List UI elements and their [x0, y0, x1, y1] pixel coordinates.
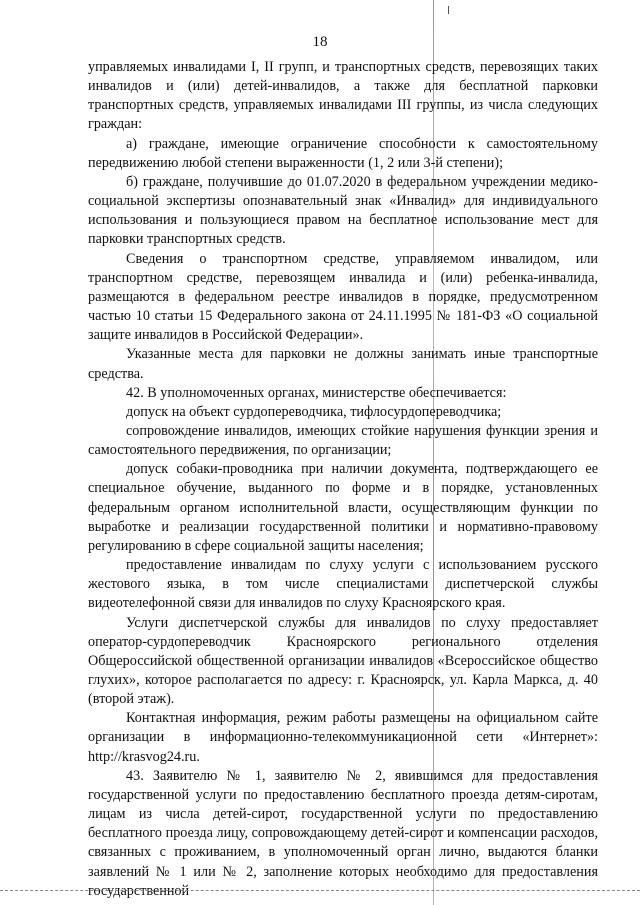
- scan-bottom-edge: [0, 890, 640, 891]
- paragraph: б) граждане, получившие до 01.07.2020 в федеральном учреждении медико-социальной экспертизы опознавательный знак «Инвалид» для индивидуального использования и пользующиеся правом на бесплатное использование мест для парковки транспортных средств.: [88, 173, 598, 248]
- paragraph: управляемых инвалидами I, II групп, и транспортных средств, перевозящих таких инвалидов и (или) детей-инвалидов, а также для бесплатной парковки транспортных средств, управляемых инвалидами III группы, из числа следующих граждан:: [88, 59, 598, 133]
- paragraph: допуск собаки-проводника при наличии документа, подтверждающего ее специальное обучение, выданного по форме и в порядке, установленных федеральным органом исполнительной власти, осуществляющим функции по выработке и реализации государственной политики и нормативно-правовому регулированию в сфере социальной защиты населения;: [88, 461, 598, 554]
- paragraph: Указанные места для парковки не должны занимать иные транспортные средства.: [88, 346, 598, 382]
- paragraph: 43. Заявителю № 1, заявителю № 2, явившимся для предоставления государственной услуги по предоставлению бесплатного проезда детям-сиротам, лицам из числа детей-сирот, государственной услуги по предоставлению бесплатного проезда лицу, сопровождающему детей-сирот и компенсации расходов, связанных с проживанием, в уполномоченный орган лично, выдаются бланки заявлений № 1 или № 2, заполнение которых необходимо для предоставления государственной: [88, 767, 598, 899]
- scan-mark: [448, 6, 449, 14]
- document-body: [88, 58, 598, 901]
- paragraph: допуск на объект сурдопереводчика, тифлосурдопереводчика;: [126, 403, 502, 420]
- paragraph: Контактная информация, режим работы размещены на официальном сайте организации в информационно-телекоммуникационной сети «Интернет»: http://krasvog24.ru.: [88, 710, 598, 765]
- paragraph: предоставление инвалидам по слуху услуги с использованием русского жестового языка, в том числе специалистами диспетчерской службы видеотелефонной связи для инвалидов по слуху Красноярского края.: [88, 557, 598, 612]
- paragraph: 42. В уполномоченных органах, министерстве обеспечивается:: [126, 384, 507, 401]
- paragraph: Услуги диспетчерской службы для инвалидов по слуху предоставляет оператор-сурдопереводчик Красноярского регионального отделения Общероссийской общественной организации инвалидов «Всероссийское общество глухих», которое располагается по адресу: г. Красноярск, ул. Карла Маркса, д. 40 (второй этаж).: [88, 614, 598, 708]
- paragraph: а) граждане, имеющие ограничение способности к самостоятельному передвижению любой степени выраженности (1, 2 или 3-й степени);: [88, 135, 598, 171]
- paragraph: Сведения о транспортном средстве, управляемом инвалидом, или транспортном средстве, перевозящем инвалида и (или) ребенка-инвалида, размещаются в федеральном реестре инвалидов в порядке, предусмотренном частью 10 статьи 15 Федерального закона от 24.11.1995 № 181-ФЗ «О социальной защите инвалидов в Российской Федерации».: [88, 250, 598, 344]
- page-number: 18: [312, 34, 328, 50]
- paragraph: сопровождение инвалидов, имеющих стойкие нарушения функции зрения и самостоятельного передвижения, по организации;: [88, 422, 598, 459]
